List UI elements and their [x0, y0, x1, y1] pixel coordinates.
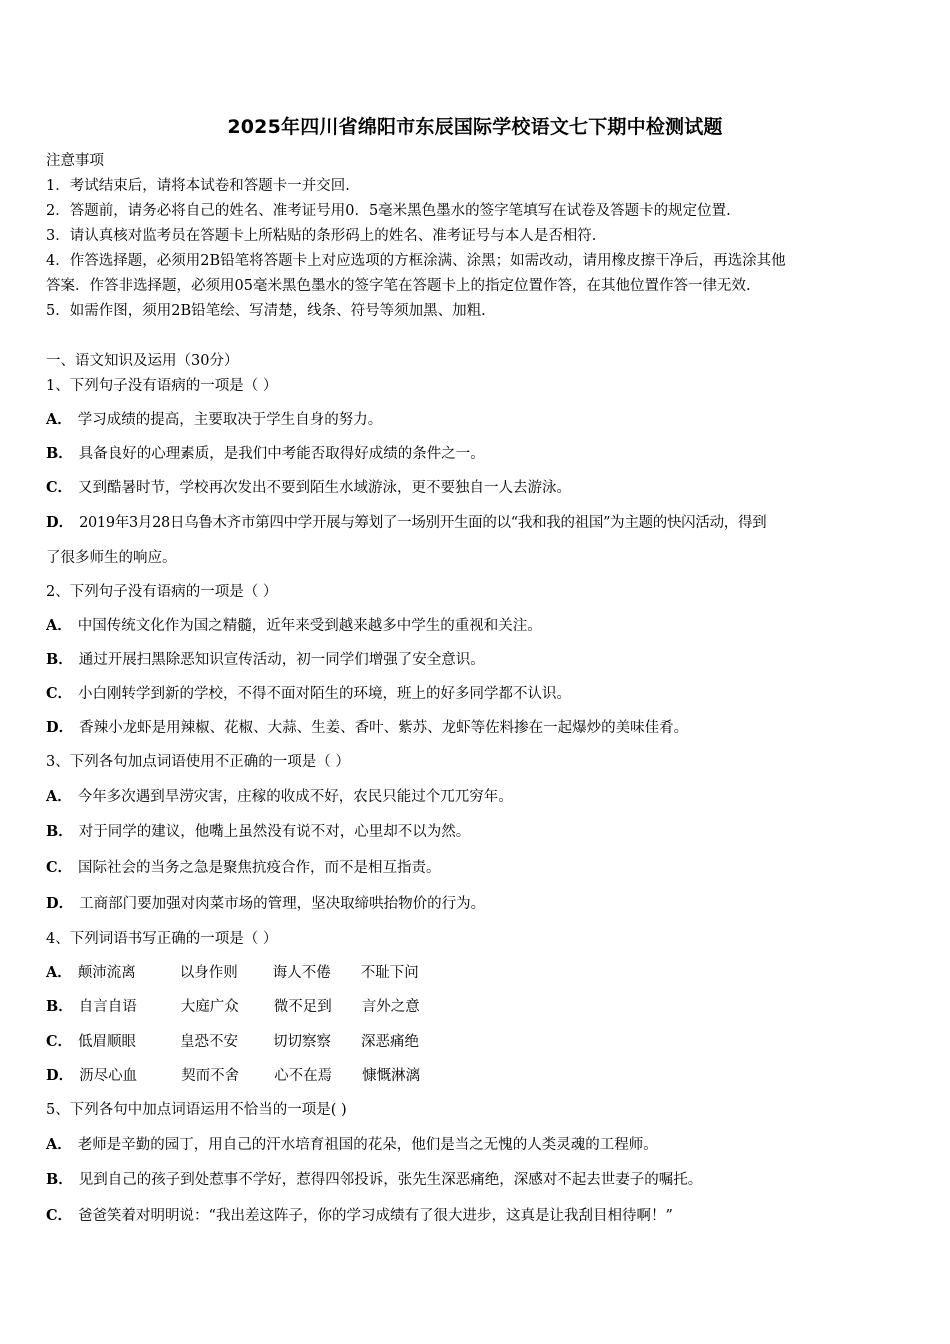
- question-2-option-d: [46, 718, 688, 738]
- option-letter: B．: [46, 651, 73, 668]
- option-word: 切切察察: [273, 1034, 332, 1050]
- option-text: 爸爸笑着对明明说：“我出差这阵子，你的学习成绩有了很大进步，这真是让我刮目相待啊！”: [78, 1208, 673, 1224]
- question-4-option-d: [46, 1066, 420, 1086]
- option-text: 中国传统文化作为国之精髓，近年来受到越来越多中学生的重视和关注。: [77, 618, 542, 634]
- option-letter: B．: [46, 445, 73, 462]
- option-word: 诲人不倦: [272, 965, 331, 981]
- page-title: 2025年四川省绵阳市东辰国际学校语文七下期中检测试题: [227, 116, 723, 138]
- option-letter: C．: [46, 685, 73, 702]
- option-letter: D．: [46, 895, 74, 912]
- question-1-stem: 1、下列句子没有语病的一项是（ ）: [46, 378, 278, 394]
- option-text: 通过开展扫黑除恶知识宣传活动，初一同学们增强了安全意识。: [78, 652, 485, 668]
- question-2-option-c: [46, 684, 571, 704]
- option-word: 契而不舍: [181, 1068, 240, 1084]
- option-word: 低眉顺眼: [78, 1034, 137, 1050]
- option-text: 小白刚转学到新的学校，不得不面对陌生的环境，班上的好多同学都不认识。: [78, 686, 572, 702]
- notice-item: 答案．作答非选择题，必须用05毫米黑色墨水的签字笔在答题卡上的指定位置作答，在其他位置作答一律无效.: [46, 278, 751, 294]
- question-4-option-b: [46, 997, 420, 1017]
- option-text: 对于同学的建议，他嘴上虽然没有说不对，心里却不以为然。: [78, 824, 471, 840]
- option-word: 沥尽心血: [79, 1068, 138, 1084]
- option-letter: A．: [46, 788, 72, 805]
- notice-item: 5．如需作图，须用2B铅笔绘、写清楚，线条、符号等须加黑、加粗.: [46, 303, 486, 319]
- option-text: 今年多次遇到旱涝灾害，庄稼的收成不好，农民只能过个兀兀穷年。: [77, 789, 513, 805]
- question-1-option-d: [46, 513, 766, 533]
- notice-heading: 注意事项: [46, 153, 104, 169]
- question-5-stem: 5、下列各句中加点词语运用不恰当的一项是( ): [46, 1102, 347, 1118]
- option-letter: D．: [46, 1067, 74, 1084]
- option-letter: C．: [46, 479, 73, 496]
- question-3-option-a: [46, 787, 513, 807]
- option-word: 大庭广众: [180, 999, 239, 1015]
- option-letter: B．: [46, 823, 73, 840]
- option-text: 香辣小龙虾是用辣椒、花椒、大蒜、生姜、香叶、紫苏、龙虾等佐料掺在一起爆炒的美味佳肴。: [79, 720, 689, 736]
- question-1-option-d-continuation: 了很多师生的响应。: [46, 550, 177, 566]
- option-letter: A．: [46, 617, 72, 634]
- question-3-option-d: [46, 894, 485, 914]
- option-letter: D．: [46, 719, 74, 736]
- option-letter: B．: [46, 1171, 73, 1188]
- question-2-option-a: [46, 616, 542, 636]
- question-2-stem: 2、下列句子没有语病的一项是（ ）: [46, 584, 278, 600]
- question-3-option-b: [46, 822, 470, 842]
- option-word: 以身作则: [179, 965, 238, 981]
- question-2-option-b: [46, 650, 485, 670]
- option-text: 国际社会的当务之急是聚焦抗疫合作，而不是相互指责。: [78, 860, 441, 876]
- option-text: 具备良好的心理素质，是我们中考能否取得好成绩的条件之一。: [78, 446, 485, 462]
- option-text: 又到酷暑时节，学校再次发出不要到陌生水域游泳，更不要独自一人去游泳。: [78, 480, 572, 496]
- notice-item: 2．答题前，请务必将自己的姓名、准考证号用0．5毫米黑色墨水的签字笔填写在试卷及答题卡的规定位置.: [46, 203, 731, 219]
- option-word: 心不在焉: [274, 1068, 333, 1084]
- question-5-option-c: [46, 1206, 673, 1226]
- option-word: 皇恐不安: [180, 1034, 239, 1050]
- question-1-option-a: [46, 410, 382, 430]
- option-word: 自言自语: [78, 999, 137, 1015]
- question-4-stem: 4、下列词语书写正确的一项是（ ）: [46, 931, 278, 947]
- question-1-option-c: [46, 478, 571, 498]
- option-word: 慷慨淋漓: [362, 1068, 421, 1084]
- question-1-option-b: [46, 444, 485, 464]
- question-3-option-c: [46, 858, 441, 878]
- option-text: 老师是辛勤的园丁，用自己的汗水培育祖国的花朵，他们是当之无愧的人类灵魂的工程师。: [77, 1137, 658, 1153]
- option-letter: D．: [46, 514, 74, 531]
- question-4-option-c: [46, 1032, 419, 1052]
- option-word: 言外之意: [361, 999, 420, 1015]
- notice-item: 3．请认真核对监考员在答题卡上所粘贴的条形码上的姓名、准考证号与本人是否相符.: [46, 228, 597, 244]
- notice-item: 4．作答选择题，必须用2B铅笔将答题卡上对应选项的方框涂满、涂黑；如需改动，请用橡皮擦干净后，再选涂其他: [46, 253, 786, 269]
- option-letter: A．: [46, 411, 72, 428]
- option-word: 颠沛流离: [77, 965, 136, 981]
- option-text: 见到自己的孩子到处惹事不学好，惹得四邻投诉，张先生深恶痛绝，深感对不起去世妻子的嘱托。: [78, 1172, 703, 1188]
- option-letter: A．: [46, 1136, 72, 1153]
- question-5-option-a: [46, 1135, 658, 1155]
- option-text: 2019年3月28日乌鲁木齐市第四中学开展与筹划了一场别开生面的以“我和我的祖国”为主题的快闪活动，得到: [79, 515, 767, 531]
- option-letter: C．: [46, 1207, 73, 1224]
- section-heading: 一、语文知识及运用（30分）: [46, 353, 239, 369]
- notice-item: 1．考试结束后，请将本试卷和答题卡一并交回.: [46, 178, 350, 194]
- question-3-stem: 3、下列各句加点词语使用不正确的一项是（ ）: [46, 754, 350, 770]
- option-letter: C．: [46, 1033, 73, 1050]
- option-word: 不耻下问: [360, 965, 419, 981]
- option-word: 微不足到: [273, 999, 332, 1015]
- option-letter: C．: [46, 859, 73, 876]
- option-text: 工商部门要加强对肉菜市场的管理，坚决取缔哄抬物价的行为。: [79, 896, 486, 912]
- option-word: 深恶痛绝: [361, 1034, 420, 1050]
- option-text: 学习成绩的提高，主要取决于学生自身的努力。: [77, 412, 383, 428]
- option-letter: B．: [46, 998, 73, 1015]
- question-4-option-a: [46, 963, 419, 983]
- question-5-option-b: [46, 1170, 702, 1190]
- option-letter: A．: [46, 964, 72, 981]
